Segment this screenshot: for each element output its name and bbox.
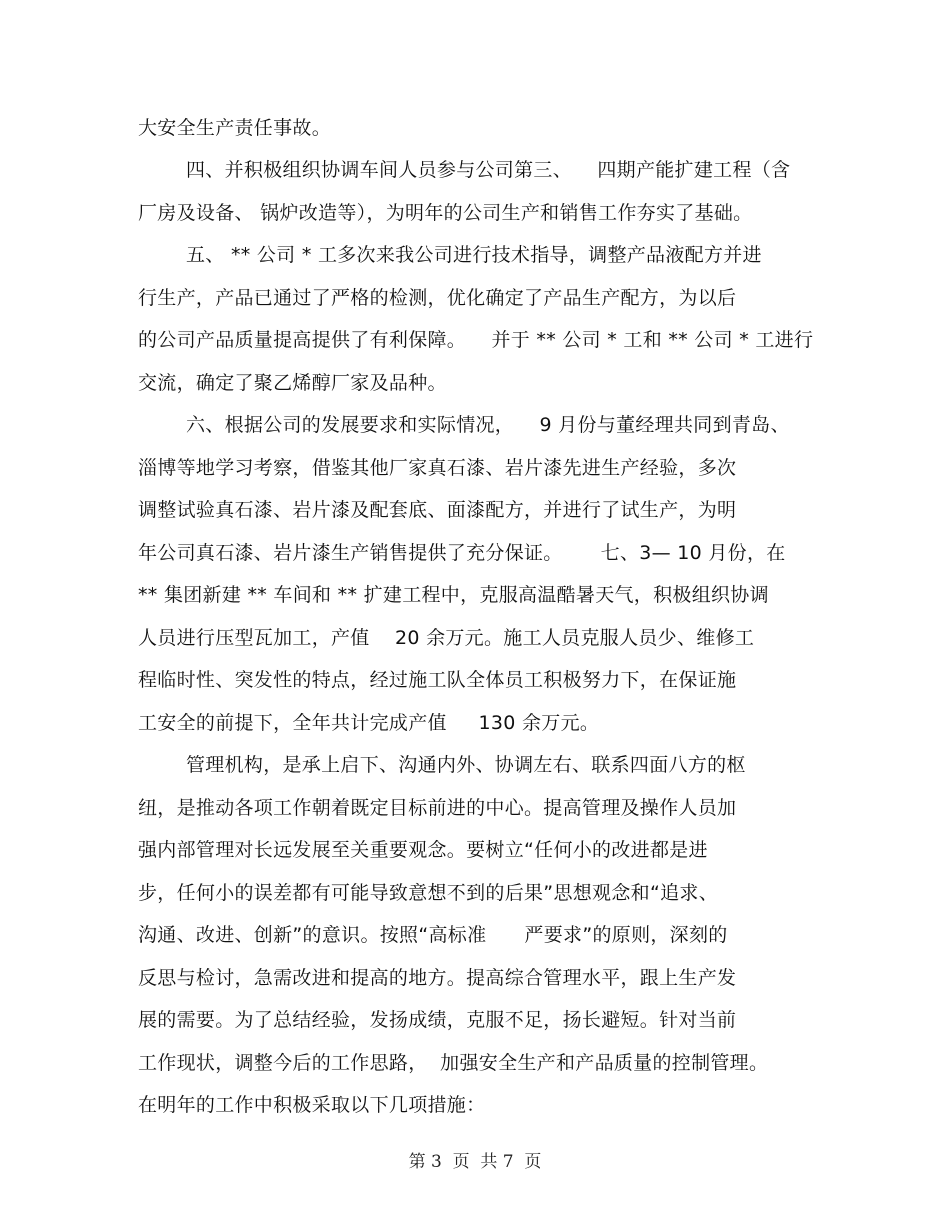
text-line: 年公司真石漆、岩片漆生产销售提供了充分保证。 七、3— 10 月份，在 [138,542,786,564]
text-line: 六、根据公司的发展要求和实际情况， 9 月份与董经理共同到青岛、 [186,414,790,436]
text-line: 的公司产品质量提高提供了有利保障。 并于 ** 公司 * 工和 ** 公司 * 工进行 [138,329,814,351]
text-line: 五、 ** 公司 * 工多次来我公司进行技术指导，调整产品液配方并进 [186,244,762,266]
text-line: 管理机构，是承上启下、沟通内外、协调左右、联系四面八方的枢 [186,754,746,776]
text-line: 工作现状，调整今后的工作思路， 加强安全生产和产品质量的控制管理。 [138,1052,769,1074]
text-line: 在明年的工作中积极采取以下几项措施： [138,1094,486,1116]
text-line: 展的需要。为了总结经验，发扬成绩，克服不足，扬长避短。针对当前 [138,1009,737,1031]
text-line: 四、并积极组织协调车间人员参与公司第三、 四期产能扩建工程（含 [186,159,791,181]
text-line: 沟通、改进、创新”的意识。按照“高标准 严要求”的原则，深刻的 [138,924,728,946]
text-line: 淄博等地学习考察，借鉴其他厂家真石漆、岩片漆先进生产经验，多次 [138,457,737,479]
text-line: 反思与检讨，急需改进和提高的地方。提高综合管理水平，跟上生产发 [138,967,737,989]
page-number-footer: 第 3 页 共 7 页 [408,1152,542,1172]
text-line: 厂房及设备、 锅炉改造等），为明年的公司生产和销售工作夯实了基础。 [138,202,753,224]
text-line: 交流，确定了聚乙烯醇厂家及品种。 [138,372,447,394]
text-line: 强内部管理对长远发展至关重要观念。要树立“任何小的改进都是进 [138,839,708,861]
text-line: 程临时性、突发性的特点，经过施工队全体员工积极努力下，在保证施 [138,669,737,691]
text-line: 人员进行压型瓦加工，产值 20 余万元。施工人员克服人员少、维修工 [138,627,755,649]
text-line: ** 集团新建 ** 车间和 ** 扩建工程中，克服高温酷暑天气，积极组织协调 [138,584,769,606]
text-line: 行生产，产品已通过了严格的检测，优化确定了产品生产配方，为以后 [138,287,737,309]
text-line: 工安全的前提下，全年共计完成产值 130 余万元。 [138,712,600,734]
text-line: 步，任何小的误差都有可能导致意想不到的后果”思想观念和“追求、 [138,882,718,904]
text-line: 纽，是推动各项工作朝着既定目标前进的中心。提高管理及操作人员加 [138,797,737,819]
text-line: 调整试验真石漆、岩片漆及配套底、面漆配方，并进行了试生产，为明 [138,499,737,521]
text-line: 大安全生产责任事故。 [138,117,332,139]
